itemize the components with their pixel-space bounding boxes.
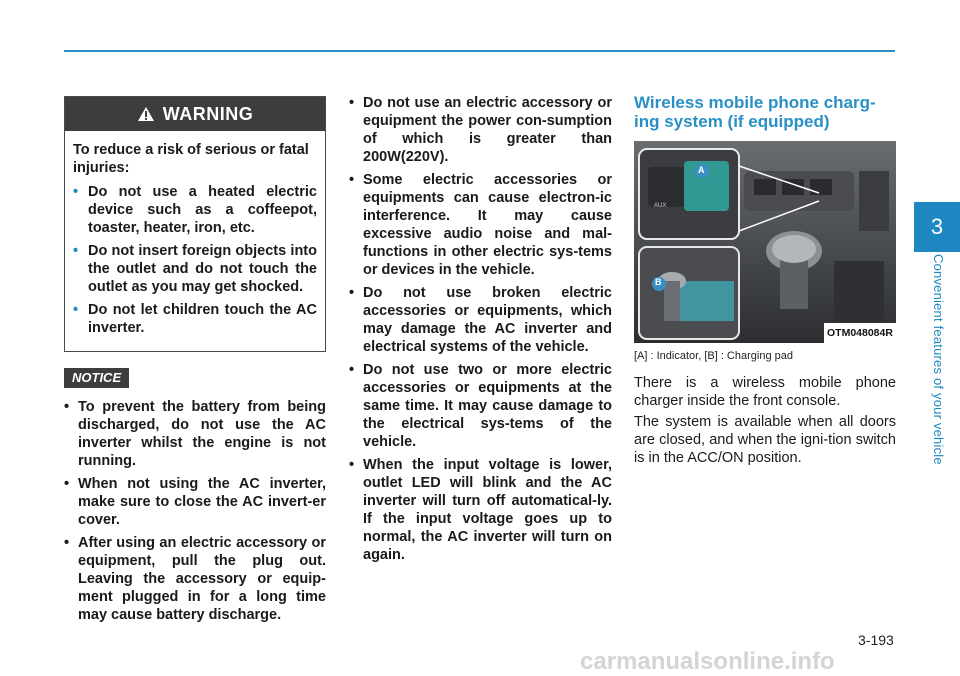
caution-item-text: Do not use broken electric accessories or equipments, which may damage the AC inverter and electrical systems of the vehicle.	[363, 285, 612, 355]
notice-item-text: When not using the AC inverter, make sure to close the AC invert-er cover.	[78, 476, 326, 528]
chapter-number: 3	[930, 214, 944, 239]
bullet-icon: •	[349, 457, 355, 473]
chapter-tab	[914, 202, 960, 252]
caution-item-text: Do not use two or more electric accessories or equipments at the same time. It may cause damage to the electrical sys-tems of the vehicle.	[363, 362, 612, 450]
caution-list-column	[349, 94, 612, 569]
section-title: Wireless mobile phone charg-ing system (if equipped)	[634, 93, 876, 131]
bullet-icon: •	[349, 95, 355, 111]
top-rule	[64, 50, 895, 52]
chapter-title: Convenient features of your vehicle	[931, 254, 946, 465]
warning-item-text: Do not use a heated electric device such as a coffeepot, toaster, heater, iron, etc.	[88, 184, 317, 236]
notice-item	[64, 398, 326, 470]
caution-item	[349, 361, 612, 451]
aux-label: AUX	[654, 203, 667, 209]
bullet-icon: •	[73, 184, 79, 200]
image-caption: [A] : Indicator, [B] : Charging pad	[634, 350, 793, 362]
notice-label: NOTICE	[64, 368, 129, 388]
watermark: carmanualsonline.info	[580, 648, 835, 675]
bullet-icon: •	[64, 399, 70, 415]
caution-item	[349, 456, 612, 564]
bullet-icon: •	[73, 302, 79, 318]
console-illustration	[634, 141, 896, 343]
paragraph: There is a wireless mobile phone charger inside the front console.	[634, 375, 896, 409]
warning-body	[65, 131, 325, 337]
warning-intro: To reduce a risk of serious or fatal injuries:	[73, 142, 309, 176]
warning-item	[73, 183, 317, 237]
caution-item-text: Do not use an electric accessory or equipment the power con-sumption of which is greater than 200W(220V).	[363, 95, 612, 165]
page-number: 3-193	[858, 632, 894, 648]
caution-item-text: Some electric accessories or equipments can cause electron-ic interference. It may cause excessive audio noise and mal-functions in other electric sys-tems or devices in the vehicle.	[363, 172, 612, 278]
warning-header	[65, 97, 325, 131]
caution-item	[349, 171, 612, 279]
notice-item	[64, 534, 326, 624]
bullet-icon: •	[73, 243, 79, 259]
caution-item-text: When the input voltage is lower, outlet LED will blink and the AC inverter will turn off automatical-ly. If the input voltage goes up to normal, the AC inverter will turn on again.	[363, 457, 612, 563]
callout-a: A	[698, 165, 705, 175]
caution-list	[349, 94, 612, 564]
notice-item-text: To prevent the battery from being discharged, do not use the AC inverter whilst the engine is not running.	[78, 399, 326, 469]
bullet-icon: •	[64, 476, 70, 492]
warning-list	[73, 183, 317, 337]
warning-box	[64, 96, 326, 352]
warning-item	[73, 242, 317, 296]
warning-title: WARNING	[162, 103, 254, 124]
warning-item	[73, 301, 317, 337]
paragraph: The system is available when all doors are closed, and when the igni-tion switch is in the ACC/ON position.	[634, 414, 896, 466]
notice-list	[64, 398, 326, 624]
warning-item-text: Do not let children touch the AC inverter.	[88, 302, 317, 336]
notice-list-column	[64, 398, 326, 629]
callout-b: B	[655, 277, 662, 287]
notice-item	[64, 475, 326, 529]
caution-item	[349, 94, 612, 166]
warning-triangle-icon	[137, 106, 155, 122]
bullet-icon: •	[349, 172, 355, 188]
caution-item	[349, 284, 612, 356]
console-photo	[634, 141, 896, 343]
bullet-icon: •	[349, 362, 355, 378]
bullet-icon: •	[64, 535, 70, 551]
bullet-icon: •	[349, 285, 355, 301]
notice-item-text: After using an electric accessory or equipment, pull the plug out. Leaving the accessory or equip-ment plugged in for a long time may cause battery discharge.	[78, 535, 326, 623]
image-code: OTM048084R	[827, 327, 893, 339]
warning-item-text: Do not insert foreign objects into the outlet and do not touch the outlet as you may get shocked.	[88, 243, 317, 295]
